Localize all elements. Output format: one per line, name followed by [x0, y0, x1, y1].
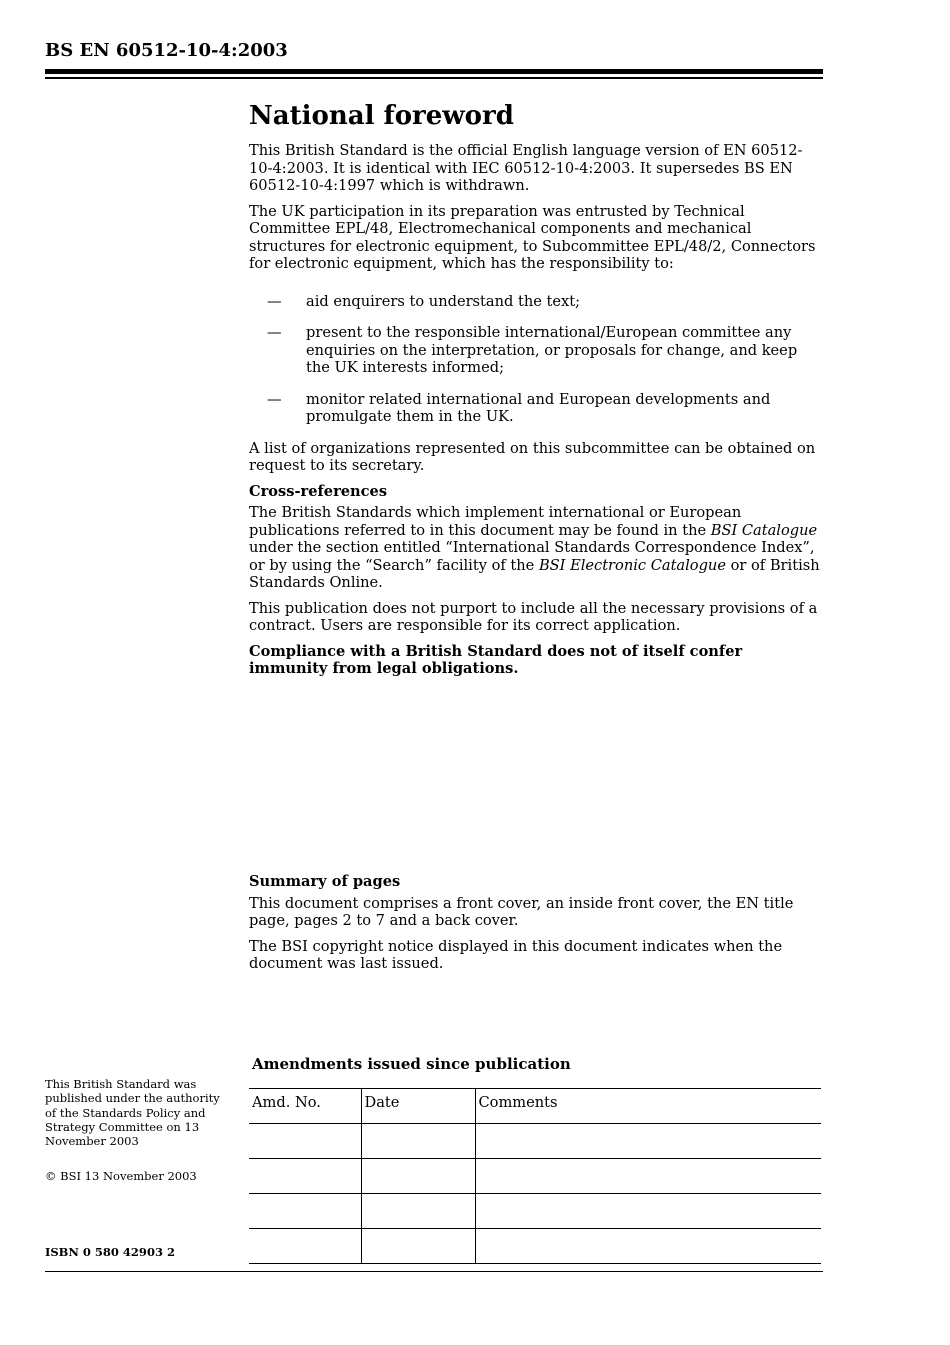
responsibility-list [249, 293, 823, 426]
table-cell [475, 1194, 821, 1229]
list-item [249, 391, 823, 426]
list-item-text: aid enquirers to understand the text; [306, 292, 581, 310]
isbn: ISBN 0 580 42903 2 [45, 1245, 175, 1259]
dash-marker: — [267, 292, 282, 310]
cross-references-paragraph: The British Standards which implement international or European publications referred to in this document may be found in the BSI Catalogue under the section entitled “International Standards Correspondence Index”, or by using the “Search” facility of the BSI Electronic Catalogue or of British Standards Online. [249, 504, 820, 591]
table-cell [249, 1194, 361, 1229]
copyright-notice-paragraph: The BSI copyright notice displayed in this document indicates when the document was last issued. [249, 937, 783, 972]
table-cell [249, 1124, 361, 1159]
table-cell [475, 1159, 821, 1194]
table-header-row [249, 1089, 821, 1124]
summary-of-pages-section [249, 873, 823, 981]
table-cell [475, 1124, 821, 1159]
publication-authority-note: This British Standard was published under the authority of the Standards Policy and Strategy Committee on 13 November 2003 [45, 1077, 220, 1149]
compliance-statement: Compliance with a British Standard does not of itself confer immunity from legal obligations. [249, 642, 743, 677]
list-item-text: monitor related international and European developments and promulgate them in the UK. [306, 390, 771, 425]
column-header-comments: Comments [475, 1089, 821, 1124]
footer-rule [45, 1271, 823, 1272]
summary-paragraph: This document comprises a front cover, an inside front cover, the EN title page, pages 2 to 7 and a back cover. [249, 894, 794, 929]
amendments-title: Amendments issued since publication [252, 1055, 571, 1073]
column-header-date: Date [361, 1089, 475, 1124]
table-cell [361, 1194, 475, 1229]
provisions-paragraph: This publication does not purport to include all the necessary provisions of a contract. Users are responsible for its correct application. [249, 599, 818, 634]
header-rule-thin [45, 77, 823, 79]
organizations-paragraph: A list of organizations represented on this subcommittee can be obtained on request to its secretary. [249, 439, 816, 474]
table-row [249, 1194, 821, 1229]
bsi-catalogue-title: BSI Catalogue [710, 521, 818, 539]
standard-code: BS EN 60512-10-4:2003 [45, 40, 288, 61]
list-item [249, 324, 823, 377]
list-item [249, 293, 823, 311]
dash-marker: — [267, 324, 282, 341]
amendments-table [249, 1088, 821, 1264]
participation-paragraph: The UK participation in its preparation was entrusted by Technical Committee EPL/48, Electromechanical components and mechanical structures for electronic equipment, to Subcommittee EPL/48/2, Connectors for electronic equipment, which has the responsibility to: [249, 202, 816, 272]
table-cell [361, 1124, 475, 1159]
intro-paragraph: This British Standard is the official English language version of EN 60512-10-4:2003. It is identical with IEC 60512-10-4:2003. It supersedes BS EN 60512-10-4:1997 which is withdrawn. [249, 142, 803, 194]
table-row [249, 1229, 821, 1264]
bsi-electronic-catalogue-title: BSI Electronic Catalogue [538, 556, 726, 574]
dash-marker: — [267, 390, 282, 408]
table-cell [249, 1159, 361, 1194]
table-cell [249, 1229, 361, 1264]
table-cell [475, 1229, 821, 1264]
cross-references-heading: Cross-references [249, 482, 388, 500]
column-header-amd-no: Amd. No. [249, 1089, 361, 1124]
table-row [249, 1159, 821, 1194]
table-cell [361, 1229, 475, 1264]
table-cell [361, 1159, 475, 1194]
page-title: National foreword [249, 101, 514, 131]
national-foreword-section [249, 100, 823, 686]
publication-sidebar [45, 1077, 230, 1184]
summary-heading: Summary of pages [249, 873, 401, 890]
table-row [249, 1124, 821, 1159]
list-item-text: present to the responsible international/European committee any enquiries on the interpretation, or proposals for change, and keep the UK interests informed; [306, 324, 798, 376]
copyright-line: © BSI 13 November 2003 [45, 1169, 197, 1184]
header-rule-thick [45, 69, 823, 74]
